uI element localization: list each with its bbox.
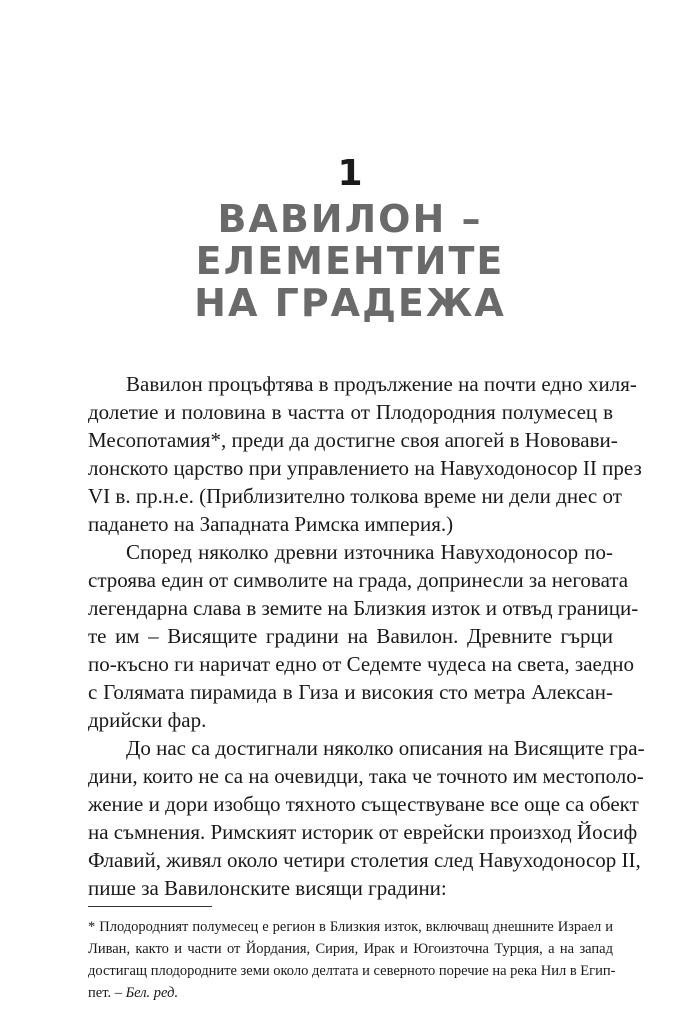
body-line: жение и дори изобщо тяхното съществуване все още са обект (88, 792, 639, 816)
body-line: падането на Западната Римска империя.) (88, 512, 454, 536)
body-line: Вавилон процъфтява в продължение на почти едно хиля- (126, 372, 637, 396)
footnote-rule (88, 906, 212, 907)
body-line: До нас са достигнали няколко описания на Висящите гра- (126, 736, 645, 760)
footnote-line: Ливан, както и части от Йордания, Сирия, Ирак и Югоизточна Турция, а на запад (88, 941, 613, 957)
body-line: Според няколко древни източника Навуходоносор по- (126, 540, 613, 564)
body-line: VI в. пр.н.е. (Приблизително толкова време ни дели днес от (88, 484, 622, 508)
chapter-number: 1 (337, 153, 363, 194)
body-line: на съмнения. Римският историк от еврейски произход Йосиф (88, 820, 638, 844)
body-line: строява един от символите на града, допринесли за неговата (88, 568, 629, 592)
chapter-title-line-1: ВАВИЛОН – (217, 197, 483, 241)
editor-note: Бел. ред. (125, 985, 179, 1001)
body-line: Флавий, живял около четири столетия след Навуходоносор II, (88, 848, 641, 872)
body-line: легендарна слава в земите на Близкия изток и отвъд граници- (88, 596, 639, 620)
footnote-text: пет. – (88, 985, 126, 1001)
body-line: те им – Висящите градини на Вавилон. Древните гърци (88, 624, 613, 648)
chapter-title-line-2: ЕЛЕМЕНТИТЕ (195, 239, 505, 283)
body-line: лонското царство при управлението на Навуходоносор II през (88, 456, 642, 480)
body-line: с Голямата пирамида в Гиза и високия сто метра Алексан- (88, 680, 613, 704)
body-line: дрийски фар. (88, 708, 207, 732)
footnote-line (88, 982, 613, 1004)
footnote-line: достигащ плодородните земи около делтата и северното поречие на река Нил в Егип- (88, 963, 616, 979)
footnote-line: * Плодородният полумесец е регион в Близкия изток, включващ днешните Израел и (88, 919, 613, 935)
body-line: долетие и половина в частта от Плодородния полумесец в (88, 400, 613, 424)
body-line: дини, които не са на очевидци, така че точното им местополо- (88, 764, 644, 788)
chapter-title-line-3: НА ГРАДЕЖА (194, 281, 506, 325)
body-line: Месопотамия*, преди да достигне своя апогей в Нововави- (88, 428, 618, 452)
body-line: по-късно ги наричат едно от Седемте чудеса на света, заедно (88, 652, 634, 676)
body-line: пише за Вавилонските висящи градини: (88, 876, 447, 900)
